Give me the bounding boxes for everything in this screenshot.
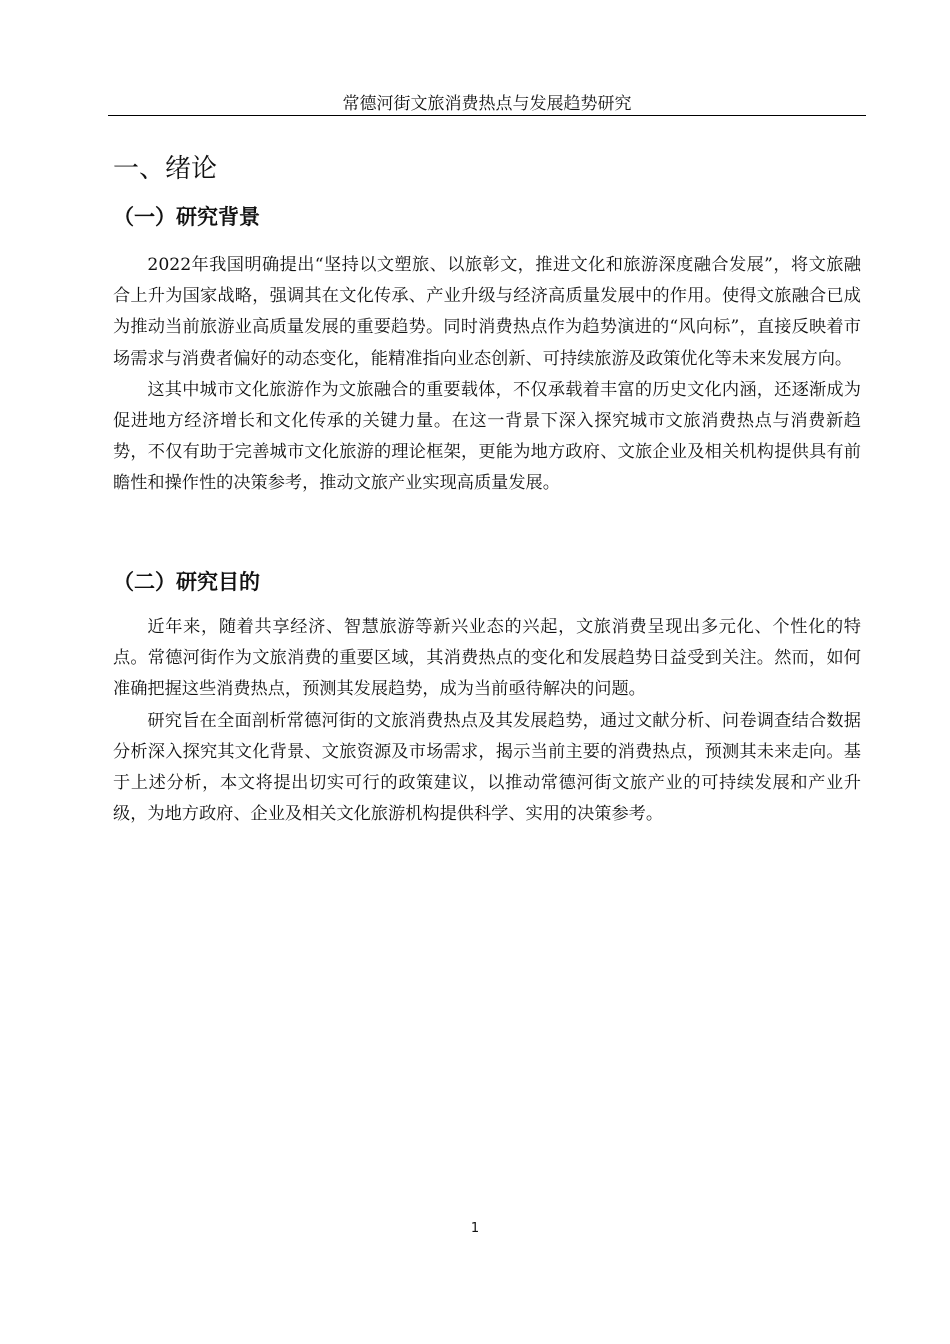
section-body-purpose	[113, 612, 861, 830]
paragraph: 这其中城市文化旅游作为文旅融合的重要载体，不仅承载着丰富的历史文化内涵，还逐渐成为促进地方经济增长和文化传承的关键力量。在这一背景下深入探究城市文旅消费热点与消费新趋势，不仅有助于完善城市文化旅游的理论框架，更能为地方政府、文旅企业及相关机构提供具有前瞻性和操作性的决策参考，推动文旅产业实现高质量发展。	[113, 379, 861, 494]
paragraph: 近年来，随着共享经济、智慧旅游等新兴业态的兴起，文旅消费呈现出多元化、个性化的特点。常德河街作为文旅消费的重要区域，其消费热点的变化和发展趋势日益受到关注。然而，如何准确把握这些消费热点，预测其发展趋势，成为当前亟待解决的问题。	[113, 617, 861, 700]
running-header	[108, 94, 866, 116]
chapter-title: 一、绪论	[113, 154, 218, 184]
section-title-background: （一）研究背景	[113, 205, 260, 229]
section-body-background	[113, 250, 861, 500]
paragraph: 研究旨在全面剖析常德河街的文旅消费热点及其发展趋势，通过文献分析、问卷调查结合数据分析深入探究其文化背景、文旅资源及市场需求，揭示当前主要的消费热点，预测其未来走向。基于上述分析，本文将提出切实可行的政策建议，以推动常德河街文旅产业的可持续发展和产业升级，为地方政府、企业及相关文化旅游机构提供科学、实用的决策参考。	[113, 710, 861, 825]
running-header-title: 常德河街文旅消费热点与发展趋势研究	[342, 94, 632, 114]
page-number: 1	[470, 1221, 480, 1236]
paragraph: 2022年我国明确提出“坚持以文塑旅、以旅彰文，推进文化和旅游深度融合发展”，将文旅融合上升为国家战略，强调其在文化传承、产业升级与经济高质量发展中的作用。使得文旅融合已成为推动当前旅游业高质量发展的重要趋势。同时消费热点作为趋势演进的“风向标”，直接反映着市场需求与消费者偏好的动态变化，能精准指向业态创新、可持续旅游及政策优化等未来发展方向。	[113, 255, 861, 369]
section-title-purpose: （二）研究目的	[113, 570, 260, 594]
